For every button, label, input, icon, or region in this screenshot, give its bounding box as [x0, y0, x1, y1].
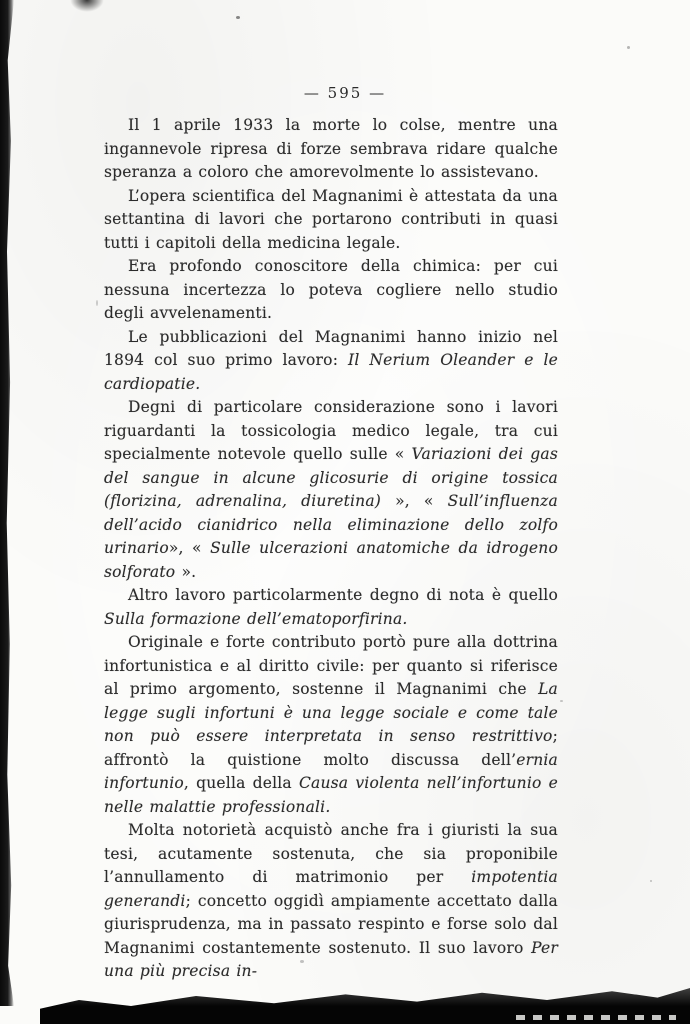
italic-text-run: Per una più precisa in-	[104, 938, 558, 980]
scan-artifact-top-left-smudge	[70, 0, 104, 12]
italic-text-run: ernia infortunio	[104, 750, 558, 792]
paragraph	[104, 819, 558, 984]
italic-text-run: Variazioni dei gas del sangue in alcune glicosurie di origine tossica (florizina, adrenalina, diuretina)	[104, 445, 558, 510]
scan-speck	[560, 700, 563, 702]
text-run: Le pubblicazioni del Magnanimi hanno inizio nel 1894 col suo primo lavoro:	[104, 327, 558, 369]
text-run: Originale e forte contributo portò pure alla dottrina infortunistica e al diritto civile: per quanto si riferisce al primo argomento, sostenne il Magnanimi che	[104, 633, 558, 698]
text-run: Il 1 aprile 1933 la morte lo colse, mentre una ingannevole ripresa di forze sembrava ridare qualche speranza a coloro che amorevolmente lo assistevano.	[104, 116, 558, 181]
text-run: Altro lavoro particolarmente degno di nota è quello	[128, 586, 558, 604]
scan-speck	[650, 880, 652, 882]
italic-text-run: Sulla formazione dell’ematoporfirina.	[104, 609, 408, 628]
italic-text-run: La legge sugli infortuni è una legge sociale e come tale non può essere interpretata in senso restrittivo	[104, 680, 558, 745]
paragraph	[104, 584, 558, 631]
paragraph	[104, 326, 558, 397]
italic-text-run: Sull’influenza dell’acido cianidrico nella eliminazione dello zolfo urinario	[104, 492, 558, 557]
scan-artifact-left-edge	[0, 0, 14, 1006]
page-number: — 595 —	[303, 84, 387, 102]
scan-artifact-bottom-dashes	[516, 1015, 676, 1020]
scan-speck	[627, 46, 630, 49]
scan-speck	[236, 16, 240, 19]
text-run: Era profondo conoscitore della chimica: per cui nessuna incertezza lo poteva cogliere nello studio degli avvelenamenti.	[104, 257, 558, 322]
italic-text-run: Sulle ulcerazioni anatomiche da idrogeno solforato	[104, 539, 559, 581]
paragraph	[104, 255, 558, 326]
italic-text-run: Causa violenta nell’infortunio e nelle malattie professionali.	[104, 774, 558, 816]
text-run: ; concetto oggidì ampiamente accettato dalla giurisprudenza, ma in passato respinto e forse solo dal Magnanimi costantemente sostenuto. Il suo lavoro	[104, 891, 558, 957]
text-run: Molta notorietà acquistò anche fra i giuristi la sua tesi, acutamente sostenuta, che sia proponibile l’annullamento di matrimonio per	[104, 821, 558, 886]
text-run: , quella della	[183, 774, 299, 792]
text-block	[104, 114, 558, 984]
italic-text-run: Il Nerium Oleander e le cardiopatie.	[104, 351, 558, 393]
text-run: ; affrontò la quistione molto discussa dell’	[104, 727, 558, 769]
paragraph	[104, 631, 558, 819]
text-run: », «	[381, 492, 448, 510]
text-run: Degni di particolare considerazione sono i lavori riguardanti la tossicologia medico legale, tra cui specialmente notevole quello sulle «	[104, 398, 558, 463]
text-run: L’opera scientifica del Magnanimi è attestata da una settantina di lavori che portarono contributi in quasi tutti i capitoli della medicina legale.	[104, 186, 558, 252]
paragraph	[104, 114, 558, 185]
italic-text-run: impotentia generandi	[104, 868, 558, 910]
text-run: », «	[168, 539, 211, 557]
scan-speck	[96, 300, 98, 306]
text-run: ».	[175, 562, 197, 581]
paragraph	[104, 185, 558, 256]
paragraph	[104, 396, 558, 584]
